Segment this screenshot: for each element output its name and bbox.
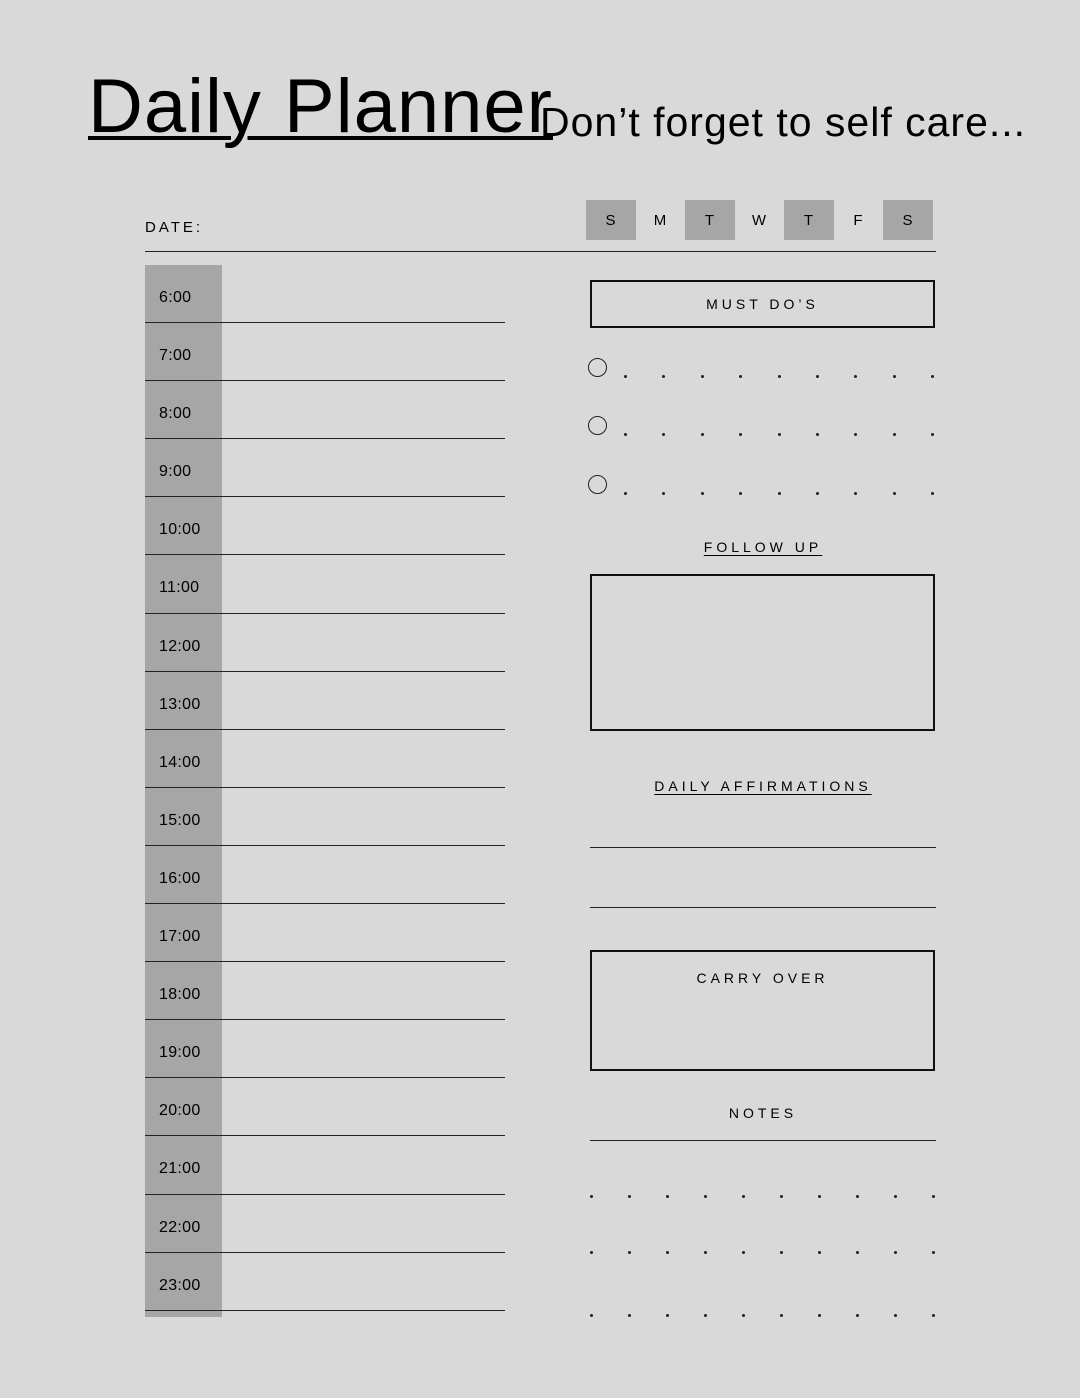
notes-divider — [590, 1140, 936, 1141]
time-label: 16:00 — [159, 869, 201, 887]
header-divider — [145, 251, 936, 252]
must-do-item — [588, 475, 936, 505]
time-slot[interactable] — [145, 1078, 505, 1136]
weekday-2[interactable]: T — [685, 200, 735, 240]
dotted-line[interactable] — [624, 375, 934, 378]
time-label: 18:00 — [159, 986, 201, 1004]
weekday-6[interactable]: S — [883, 200, 933, 240]
time-label: 7:00 — [159, 347, 192, 365]
dot — [816, 433, 819, 436]
time-slot[interactable] — [145, 672, 505, 730]
page-title: Daily Planner — [88, 64, 553, 149]
time-label: 14:00 — [159, 753, 201, 771]
weekday-selector — [586, 200, 936, 240]
time-slot[interactable] — [145, 846, 505, 904]
dot — [894, 1314, 897, 1317]
dot — [854, 433, 857, 436]
time-label: 8:00 — [159, 405, 192, 423]
weekday-5[interactable]: F — [853, 211, 864, 229]
dot — [742, 1251, 745, 1254]
date-label: DATE: — [145, 219, 204, 236]
must-dos-header: MUST DO’S — [590, 280, 935, 328]
dot — [778, 492, 781, 495]
dot — [778, 375, 781, 378]
dot — [818, 1251, 821, 1254]
dotted-line[interactable] — [590, 1251, 935, 1254]
dot — [780, 1251, 783, 1254]
dot — [628, 1314, 631, 1317]
dot — [856, 1314, 859, 1317]
dot — [893, 492, 896, 495]
dot — [931, 375, 934, 378]
time-slot[interactable] — [145, 962, 505, 1020]
carry-over-header: CARRY OVER — [696, 970, 829, 986]
dot — [931, 492, 934, 495]
dot — [932, 1251, 935, 1254]
dot — [662, 375, 665, 378]
time-slot[interactable] — [145, 1195, 505, 1253]
time-slot[interactable] — [145, 381, 505, 439]
dot — [894, 1251, 897, 1254]
checkbox-circle-icon[interactable] — [588, 475, 607, 494]
dot — [854, 492, 857, 495]
dot — [742, 1195, 745, 1198]
dot — [666, 1251, 669, 1254]
follow-up-header: FOLLOW UP — [703, 539, 823, 555]
dot — [662, 492, 665, 495]
time-slot[interactable] — [145, 323, 505, 381]
dot — [856, 1195, 859, 1198]
dot — [780, 1195, 783, 1198]
dot — [666, 1314, 669, 1317]
dot — [701, 375, 704, 378]
dot — [854, 375, 857, 378]
dot — [628, 1195, 631, 1198]
affirmation-line[interactable] — [590, 907, 936, 908]
dot — [893, 433, 896, 436]
dot — [894, 1195, 897, 1198]
dot — [932, 1195, 935, 1198]
dot — [704, 1251, 707, 1254]
dot — [704, 1314, 707, 1317]
dotted-line[interactable] — [590, 1314, 935, 1317]
hourly-schedule — [145, 265, 505, 1311]
time-slot[interactable] — [145, 730, 505, 788]
dot — [590, 1195, 593, 1198]
checkbox-circle-icon[interactable] — [588, 358, 607, 377]
weekday-4[interactable]: T — [784, 200, 834, 240]
dot — [778, 433, 781, 436]
weekday-0[interactable]: S — [586, 200, 636, 240]
time-slot[interactable] — [145, 497, 505, 555]
must-do-item — [588, 416, 936, 446]
dot — [666, 1195, 669, 1198]
time-slot[interactable] — [145, 1136, 505, 1194]
time-label: 21:00 — [159, 1160, 201, 1178]
dot — [701, 433, 704, 436]
dot — [931, 433, 934, 436]
daily-affirmations-header: DAILY AFFIRMATIONS — [654, 778, 872, 794]
time-label: 22:00 — [159, 1218, 201, 1236]
time-label: 10:00 — [159, 521, 201, 539]
time-slot[interactable] — [145, 1253, 505, 1311]
time-label: 20:00 — [159, 1102, 201, 1120]
checkbox-circle-icon[interactable] — [588, 416, 607, 435]
page-subtitle: Don’t forget to self care... — [540, 99, 1027, 145]
time-label: 6:00 — [159, 289, 192, 306]
dotted-line[interactable] — [624, 433, 934, 436]
time-slot[interactable] — [145, 788, 505, 846]
time-label: 19:00 — [159, 1044, 201, 1062]
time-label: 12:00 — [159, 637, 201, 655]
dotted-line[interactable] — [590, 1195, 935, 1198]
dot — [818, 1314, 821, 1317]
time-label: 11:00 — [159, 579, 200, 597]
dot — [780, 1314, 783, 1317]
title-row — [88, 62, 1048, 162]
must-do-item — [588, 358, 936, 388]
follow-up-box[interactable] — [590, 574, 935, 731]
time-label: 13:00 — [159, 695, 201, 713]
time-label: 23:00 — [159, 1276, 201, 1294]
time-label: 15:00 — [159, 811, 201, 829]
dot — [701, 492, 704, 495]
time-label: 17:00 — [159, 928, 201, 946]
weekday-3[interactable]: W — [751, 211, 767, 229]
time-slot[interactable] — [145, 614, 505, 672]
dot — [818, 1195, 821, 1198]
dot — [816, 492, 819, 495]
time-slot[interactable] — [145, 439, 505, 497]
time-label: 9:00 — [159, 463, 192, 481]
notes-header: NOTES — [728, 1105, 798, 1121]
dot — [662, 433, 665, 436]
dotted-line[interactable] — [624, 492, 934, 495]
dot — [739, 375, 742, 378]
dot — [628, 1251, 631, 1254]
dot — [624, 492, 627, 495]
dot — [893, 375, 896, 378]
dot — [704, 1195, 707, 1198]
time-slot[interactable] — [145, 555, 505, 613]
time-slot[interactable] — [145, 1020, 505, 1078]
dot — [742, 1314, 745, 1317]
dot — [590, 1314, 593, 1317]
dot — [932, 1314, 935, 1317]
carry-over-box[interactable] — [590, 950, 935, 1071]
dot — [739, 433, 742, 436]
dot — [816, 375, 819, 378]
dot — [624, 375, 627, 378]
dot — [624, 433, 627, 436]
time-slot[interactable] — [145, 265, 505, 323]
dot — [590, 1251, 593, 1254]
dot — [856, 1251, 859, 1254]
time-slot[interactable] — [145, 904, 505, 962]
weekday-1[interactable]: M — [653, 211, 667, 229]
affirmation-line[interactable] — [590, 847, 936, 848]
dot — [739, 492, 742, 495]
